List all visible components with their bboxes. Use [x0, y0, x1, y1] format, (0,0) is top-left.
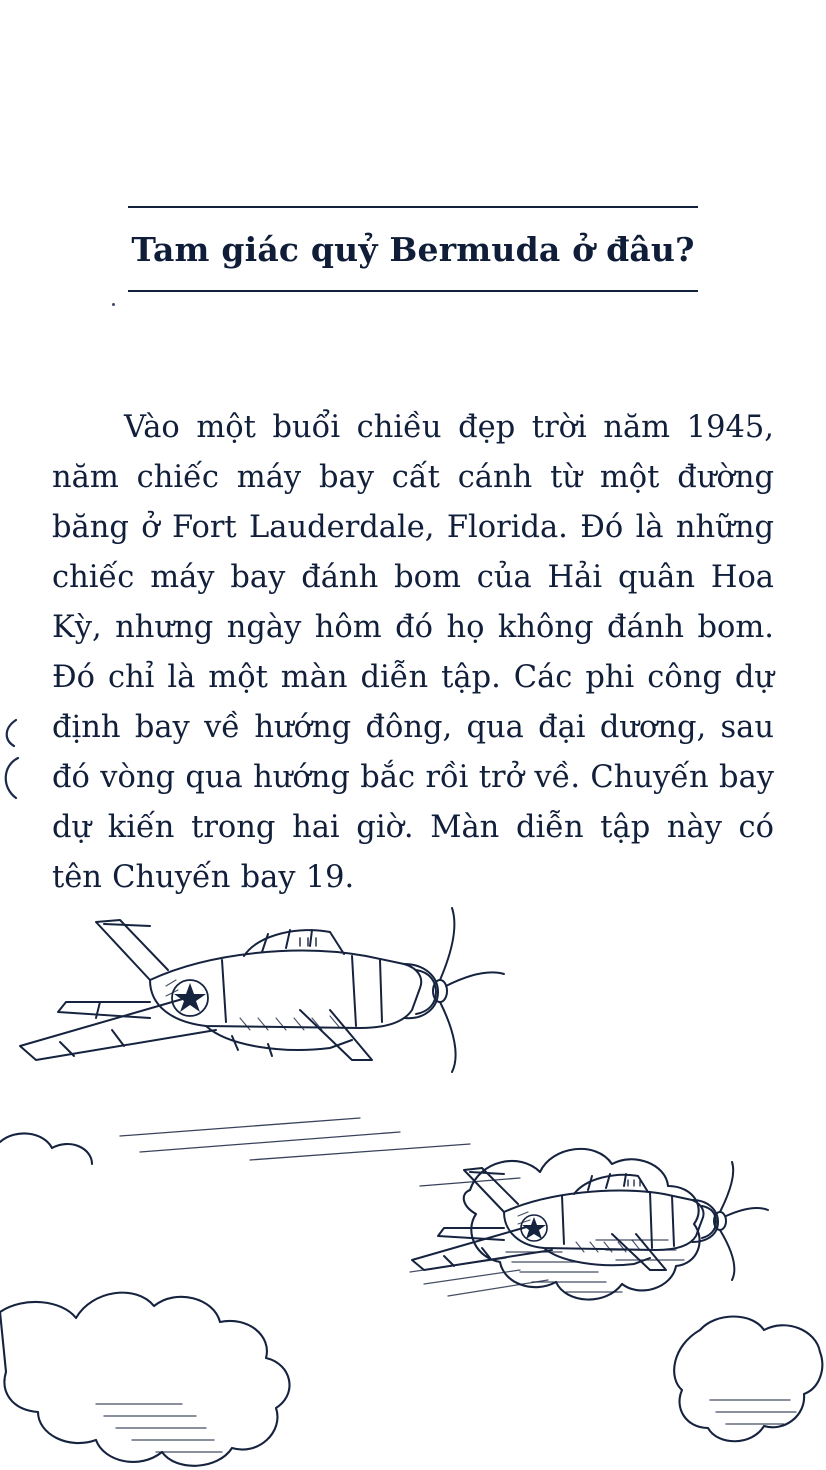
gutter-doodle [0, 718, 28, 808]
motion-streaks [120, 1118, 520, 1186]
vapor-trails [410, 1258, 548, 1296]
cloud-shading [96, 1240, 796, 1452]
airplane-large [20, 908, 504, 1072]
heading-rule-bottom [128, 290, 698, 292]
ink-speck [112, 303, 115, 306]
body-paragraph: Vào một buổi chiều đẹp trời năm 1945, năm chiếc máy bay cất cánh từ một đường băng ở Fort Lauderdale, Florida. Đó là những chiếc máy bay đánh bom của Hải quân Hoa Kỳ, nhưng ngày hôm đó họ không đánh bom. Đó chỉ là một màn diễn tập. Các phi công dự định bay về hướng đông, qua đại dương, sau đó vòng qua hướng bắc rồi trở về. Chuyến bay dự kiến trong hai giờ. Màn diễn tập này có tên Chuyến bay 19. [52, 409, 774, 895]
page-title: Tam giác quỷ Bermuda ở đâu? [131, 230, 695, 269]
illustration-airplanes-over-clouds [0, 860, 826, 1470]
airplane-small [412, 1162, 768, 1280]
chapter-heading [128, 206, 698, 292]
